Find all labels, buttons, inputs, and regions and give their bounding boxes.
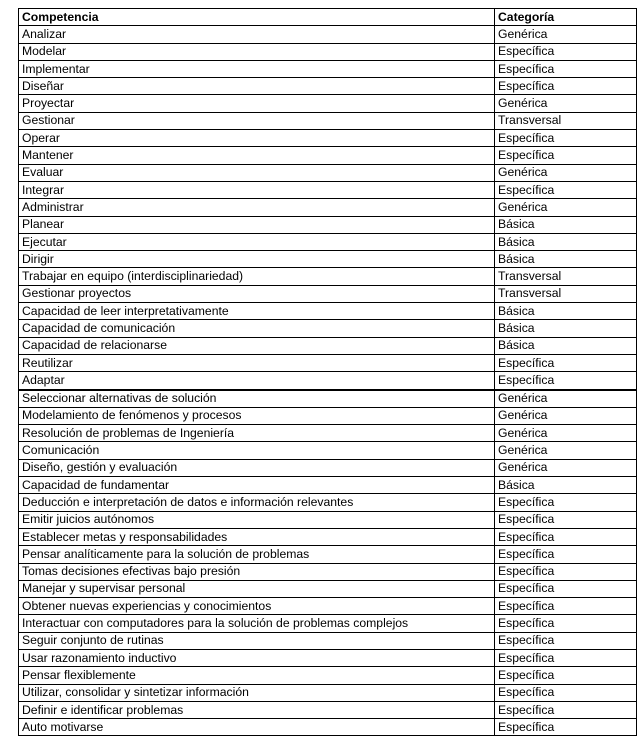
categoria-cell: Básica [495,477,637,494]
categoria-cell: Específica [495,598,637,615]
competencia-cell: Obtener nuevas experiencias y conocimientos [19,598,495,615]
categoria-cell: Específica [495,181,637,198]
competencia-cell: Adaptar [19,372,495,390]
competencia-cell: Capacidad de relacionarse [19,337,495,354]
competencia-cell: Usar razonamiento inductivo [19,649,495,666]
table-row [19,95,637,112]
table-row [19,372,637,390]
competencia-cell: Seguir conjunto de rutinas [19,632,495,649]
table-row [19,632,637,649]
table-row [19,459,637,476]
table-row [19,719,637,736]
table-row [19,78,637,95]
table-row [19,580,637,597]
competencia-cell: Mantener [19,147,495,164]
competencia-cell: Operar [19,130,495,147]
categoria-cell: Específica [495,615,637,632]
categoria-cell: Transversal [495,285,637,302]
competencia-cell: Ejecutar [19,233,495,250]
categoria-cell: Básica [495,337,637,354]
competencia-cell: Capacidad de leer interpretativamente [19,303,495,320]
categoria-cell: Específica [495,60,637,77]
competencia-cell: Utilizar, consolidar y sintetizar información [19,684,495,701]
categoria-cell: Específica [495,632,637,649]
categoria-cell: Básica [495,216,637,233]
competencia-cell: Administrar [19,199,495,216]
competencia-cell: Analizar [19,26,495,43]
competencia-cell: Capacidad de comunicación [19,320,495,337]
competencia-cell: Trabajar en equipo (interdisciplinariedad) [19,268,495,285]
table-row [19,337,637,354]
table-row [19,354,637,371]
categoria-cell: Genérica [495,95,637,112]
competencia-cell: Gestionar [19,112,495,129]
header-categoria: Categoría [495,9,637,26]
table-row [19,268,637,285]
table-row [19,442,637,459]
table-row [19,251,637,268]
competencia-cell: Reutilizar [19,354,495,371]
categoria-cell: Básica [495,251,637,268]
table-row [19,216,637,233]
categoria-cell: Transversal [495,112,637,129]
table-row [19,511,637,528]
table-row [19,477,637,494]
table-row [19,528,637,545]
competencia-cell: Pensar analíticamente para la solución de problemas [19,546,495,563]
table-body [19,26,637,736]
categoria-cell: Básica [495,303,637,320]
competencia-cell: Modelamiento de fenómenos y procesos [19,407,495,424]
competencia-cell: Modelar [19,43,495,60]
categoria-cell: Específica [495,372,637,390]
categoria-cell: Genérica [495,407,637,424]
table-row [19,615,637,632]
table-row [19,546,637,563]
competencia-cell: Deducción e interpretación de datos e información relevantes [19,494,495,511]
competencia-cell: Implementar [19,60,495,77]
categoria-cell: Específica [495,701,637,718]
competencia-cell: Pensar flexiblemente [19,667,495,684]
categoria-cell: Básica [495,233,637,250]
competencia-cell: Comunicación [19,442,495,459]
table-row [19,130,637,147]
table-row [19,649,637,666]
competencies-table [18,8,637,736]
categoria-cell: Básica [495,320,637,337]
categoria-cell: Genérica [495,459,637,476]
categoria-cell: Específica [495,580,637,597]
competencia-cell: Establecer metas y responsabilidades [19,528,495,545]
table-row [19,60,637,77]
categoria-cell: Específica [495,719,637,736]
table-header-row [19,9,637,26]
competencia-cell: Planear [19,216,495,233]
competencia-cell: Emitir juicios autónomos [19,511,495,528]
competencia-cell: Dirigir [19,251,495,268]
competencia-cell: Evaluar [19,164,495,181]
categoria-cell: Específica [495,684,637,701]
categoria-cell: Genérica [495,199,637,216]
competencia-cell: Diseño, gestión y evaluación [19,459,495,476]
table-row [19,112,637,129]
categoria-cell: Específica [495,546,637,563]
table-row [19,320,637,337]
categoria-cell: Específica [495,147,637,164]
categoria-cell: Específica [495,511,637,528]
competencia-cell: Seleccionar alternativas de solución [19,390,495,408]
table-row [19,233,637,250]
table-row [19,303,637,320]
categoria-cell: Específica [495,649,637,666]
competencia-cell: Resolución de problemas de Ingeniería [19,425,495,442]
table-row [19,43,637,60]
competencia-cell: Tomas decisiones efectivas bajo presión [19,563,495,580]
table-row [19,199,637,216]
header-competencia: Competencia [19,9,495,26]
competencia-cell: Proyectar [19,95,495,112]
categoria-cell: Específica [495,130,637,147]
categoria-cell: Específica [495,78,637,95]
categoria-cell: Genérica [495,164,637,181]
table-row [19,164,637,181]
table-row [19,684,637,701]
table-row [19,701,637,718]
categoria-cell: Genérica [495,26,637,43]
competencia-cell: Manejar y supervisar personal [19,580,495,597]
categoria-cell: Específica [495,43,637,60]
table-row [19,494,637,511]
table-row [19,147,637,164]
table-row [19,425,637,442]
competencia-cell: Capacidad de fundamentar [19,477,495,494]
competencia-cell: Auto motivarse [19,719,495,736]
table-row [19,667,637,684]
categoria-cell: Genérica [495,425,637,442]
categoria-cell: Genérica [495,390,637,408]
categoria-cell: Específica [495,563,637,580]
categoria-cell: Específica [495,667,637,684]
categoria-cell: Transversal [495,268,637,285]
competencia-cell: Interactuar con computadores para la solución de problemas complejos [19,615,495,632]
table-row [19,26,637,43]
categoria-cell: Específica [495,528,637,545]
table-row [19,598,637,615]
competencia-cell: Definir e identificar problemas [19,701,495,718]
competencia-cell: Diseñar [19,78,495,95]
categoria-cell: Específica [495,494,637,511]
categoria-cell: Específica [495,354,637,371]
categoria-cell: Genérica [495,442,637,459]
competencia-cell: Gestionar proyectos [19,285,495,302]
competencia-cell: Integrar [19,181,495,198]
table-row [19,285,637,302]
table-row [19,390,637,408]
table-row [19,181,637,198]
table-row [19,407,637,424]
table-row [19,563,637,580]
